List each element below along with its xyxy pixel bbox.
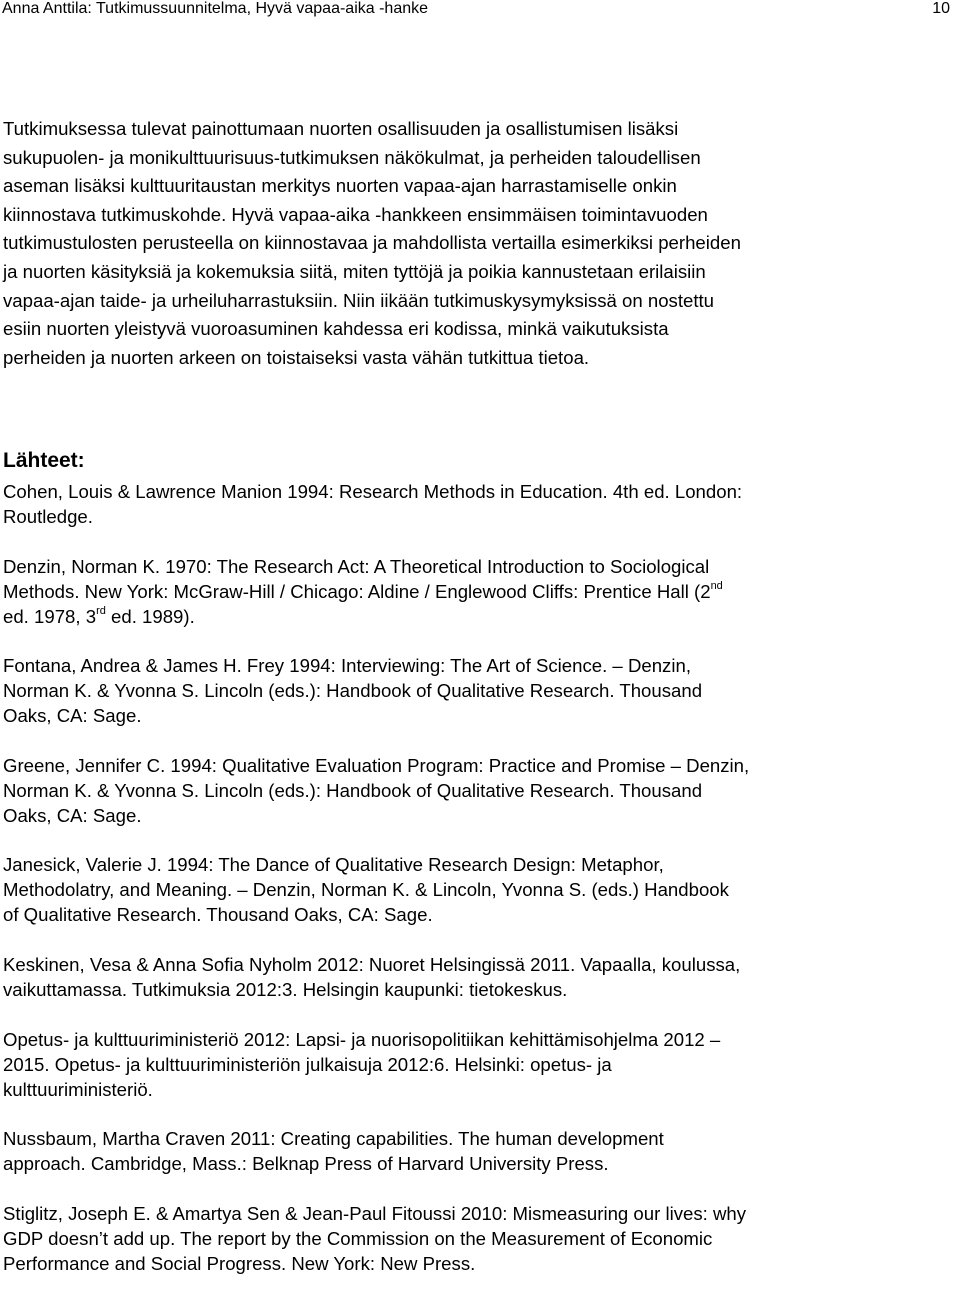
body-line: Tutkimuksessa tulevat painottumaan nuorten osallisuuden ja osallistumisen lisäksi bbox=[3, 118, 679, 139]
reference-line: Keskinen, Vesa & Anna Sofia Nyholm 2012: Nuoret Helsingissä 2011. Vapaalla, koulussa, bbox=[3, 953, 741, 975]
reference-greene bbox=[3, 753, 948, 828]
reference-line: Fontana, Andrea & James H. Frey 1994: Interviewing: The Art of Science. – Denzin, bbox=[3, 655, 691, 677]
superscript: rd bbox=[96, 604, 106, 617]
page-header bbox=[0, 0, 960, 20]
reference-line: Opetus- ja kulttuuriministeriö 2012: Lapsi- ja nuorisopolitiikan kehittämisohjelma 2012 – bbox=[3, 1028, 721, 1050]
reference-line: Oaks, CA: Sage. bbox=[3, 804, 142, 826]
reference-line: Oaks, CA: Sage. bbox=[3, 705, 142, 727]
body-line: sukupuolen- ja monikulttuurisuus-tutkimuksen näkökulmat, ja perheiden taloudellisen bbox=[3, 146, 701, 168]
body-line: kiinnostava tutkimuskohde. Hyvä vapaa-aika -hankkeen ensimmäisen toimintavuoden bbox=[3, 203, 708, 225]
reference-stiglitz bbox=[3, 1201, 948, 1276]
reference-line: Norman K. & Yvonna S. Lincoln (eds.): Handbook of Qualitative Research. Thousand bbox=[3, 680, 703, 702]
reference-fontana bbox=[3, 653, 948, 728]
reference-line: Norman K. & Yvonna S. Lincoln (eds.): Handbook of Qualitative Research. Thousand bbox=[3, 779, 703, 801]
reference-line: Denzin, Norman K. 1970: The Research Act: A Theoretical Introduction to Sociological bbox=[3, 555, 710, 577]
body-line: perheiden ja nuorten arkeen on toistaiseksi vasta vähän tutkittua tietoa. bbox=[3, 346, 590, 368]
body-line: aseman lisäksi kulttuuritaustan merkitys nuorten vapaa-ajan harrastamiselle onkin bbox=[3, 175, 677, 197]
reference-line: Nussbaum, Martha Craven 2011: Creating capabilities. The human development bbox=[3, 1128, 664, 1150]
reference-line: GDP doesn’t add up. The report by the Commission on the Measurement of Economic bbox=[3, 1227, 713, 1249]
body-line: tutkimustulosten perusteella on kiinnostavaa ja mahdollista vertailla esimerkiksi perheiden bbox=[3, 232, 741, 254]
body-line: esiin nuorten yleistyvä vuoroasuminen kahdessa eri kodissa, minkä vaikutuksista bbox=[3, 318, 669, 340]
reference-text: ed. 1989). bbox=[105, 605, 195, 627]
reference-text: Methods. New York: McGraw-Hill / Chicago: Aldine / Englewood Cliffs: Prentice Hall (2 bbox=[3, 580, 711, 602]
reference-line: 2015. Opetus- ja kulttuuriministeriön julkaisuja 2012:6. Helsinki: opetus- ja bbox=[3, 1053, 612, 1075]
reference-line bbox=[3, 579, 948, 604]
reference-line: Methodolatry, and Meaning. – Denzin, Norman K. & Lincoln, Yvonna S. (eds.) Handbook bbox=[3, 879, 729, 901]
superscript: nd bbox=[710, 579, 723, 592]
references-heading: Lähteet: bbox=[3, 449, 85, 472]
body-paragraph bbox=[3, 115, 948, 372]
reference-line: Cohen, Louis & Lawrence Manion 1994: Research Methods in Education. 4th ed. London: bbox=[3, 481, 743, 502]
reference-line: approach. Cambridge, Mass.: Belknap Press of Harvard University Press. bbox=[3, 1153, 609, 1175]
header-title: Anna Anttila: Tutkimussuunnitelma, Hyvä vapaa-aika -hanke bbox=[2, 0, 429, 17]
reference-line: kulttuuriministeriö. bbox=[3, 1078, 153, 1100]
reference-text: ed. 1978, 3 bbox=[3, 605, 97, 627]
reference-denzin bbox=[3, 554, 948, 629]
body-line: ja nuorten käsityksiä ja kokemuksia siitä, miten tyttöjä ja poikia kannustetaan erilaisiin bbox=[3, 260, 706, 282]
body-line: vapaa-ajan taide- ja urheiluharrastuksiin. Niin iikään tutkimuskysymyksissä on nostettu bbox=[3, 289, 715, 311]
reference-line: Greene, Jennifer C. 1994: Qualitative Evaluation Program: Practice and Promise – Denzin, bbox=[3, 754, 750, 776]
page-number: 10 bbox=[932, 0, 950, 17]
reference-line: Janesick, Valerie J. 1994: The Dance of Qualitative Research Design: Metaphor, bbox=[3, 854, 664, 876]
reference-line: of Qualitative Research. Thousand Oaks, CA: Sage. bbox=[3, 904, 433, 926]
reference-janesick bbox=[3, 852, 948, 927]
reference-keskinen bbox=[3, 952, 948, 1002]
reference-opetus bbox=[3, 1027, 948, 1102]
reference-nussbaum bbox=[3, 1126, 948, 1176]
reference-line: vaikuttamassa. Tutkimuksia 2012:3. Helsingin kaupunki: tietokeskus. bbox=[3, 978, 568, 1000]
references-list bbox=[3, 479, 948, 1300]
reference-line: Performance and Social Progress. New York: New Press. bbox=[3, 1252, 476, 1274]
reference-cohen bbox=[3, 479, 948, 529]
reference-line: Stiglitz, Joseph E. & Amartya Sen & Jean-Paul Fitoussi 2010: Mismeasuring our lives: why bbox=[3, 1202, 747, 1224]
reference-line bbox=[3, 604, 948, 629]
reference-line: Routledge. bbox=[3, 506, 93, 527]
